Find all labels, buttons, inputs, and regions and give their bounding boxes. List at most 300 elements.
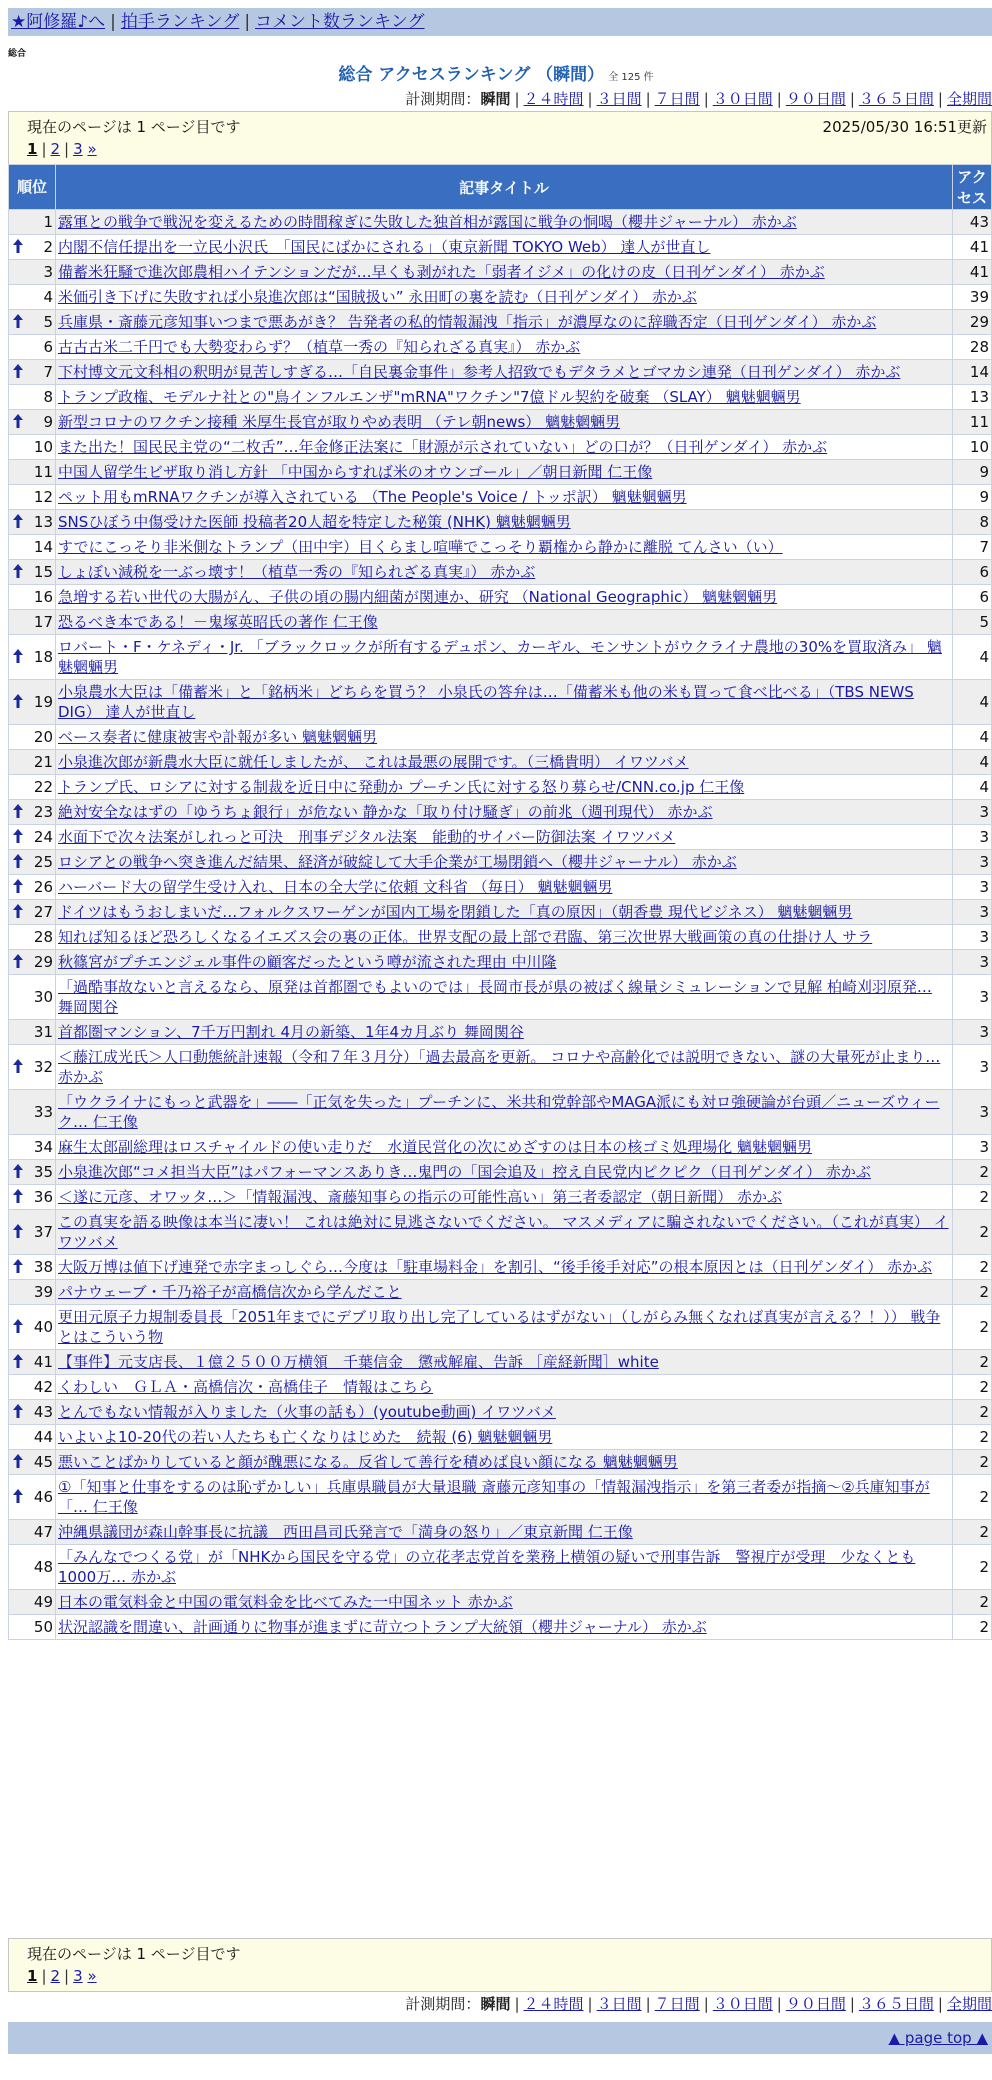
access-count: 4 [953,635,992,680]
title-cell [56,560,953,585]
table-row [9,975,992,1020]
article-link[interactable]: 急増する若い世代の大腸がん、子供の頃の腸内細菌が関連か、研究 （National Geographic） 魑魅魍魎男 [58,588,778,606]
nav-home-link[interactable]: ★阿修羅♪へ [11,12,106,32]
period-selector-bottom [405,1993,992,2014]
title-cell [56,235,953,260]
access-count: 2 [953,1400,992,1425]
title-cell [56,360,953,385]
article-link[interactable]: 米価引き下げに失敗すれば小泉進次郎は“国賊扱い” 永田町の裏を読む（日刊ゲンダイ） 赤かぶ [58,288,697,306]
access-count: 4 [953,680,992,725]
article-link[interactable]: トランプ氏、ロシアに対する制裁を近日中に発動か プーチン氏に対する怒り募らせ/CNN.co.jp 仁王像 [58,778,745,796]
bottom-bar [8,2022,992,2054]
access-count: 2 [953,1590,992,1615]
rank-number: 39 [33,1283,53,1301]
rank-cell [9,1450,56,1475]
title-cell [56,1350,953,1375]
period-link[interactable]: ３６５日間 [858,90,934,108]
title-cell [56,1375,953,1400]
rank-number: 20 [33,728,53,746]
rank-number: 46 [33,1488,53,1506]
table-row [9,535,992,560]
article-link[interactable]: 「みんなでつくる党」が「NHKから国民を守る党」の立花孝志党首を業務上横領の疑いで刑事告訴 警視庁が受理 少なくとも1000万… 赤かぶ [58,1548,916,1586]
table-row [9,1185,992,1210]
access-count: 3 [953,925,992,950]
period-separator: | [645,90,651,108]
title-cell [56,725,953,750]
rank-cell [9,1400,56,1425]
table-row [9,850,992,875]
title-cell [56,1210,953,1255]
article-link[interactable]: 「過酷事故ないと言えるなら、原発は首都圏でもよいのでは」長岡市長が県の被ばく線量シミュレーションで見解 柏崎刈羽原発… 舞岡関谷 [58,978,932,1016]
rank-cell [9,1305,56,1350]
table-row [9,510,992,535]
access-count: 2 [953,1450,992,1475]
period-link[interactable]: ３０日間 [712,90,773,108]
access-count: 3 [953,825,992,850]
access-count: 2 [953,1520,992,1545]
rank-cell [9,210,56,235]
rank-number: 27 [33,903,53,921]
table-row [9,460,992,485]
rank-cell [9,1255,56,1280]
period-link[interactable]: ２４時間 [523,1995,584,2013]
article-link[interactable]: 悪いことばかりしていると顔が醜悪になる。反省して善行を積めば良い顔になる 魑魅魍魎男 [58,1453,678,1471]
period-separator: | [645,1995,651,2013]
article-link[interactable]: トランプ政権、モデルナ社との"鳥インフルエンザ"mRNA"ワクチン"7億ドル契約を破棄 （SLAY） 魑魅魍魎男 [58,388,801,406]
article-link[interactable]: 秋篠宮がプチエンジェル事件の顧客だったという噂が流された理由 中川隆 [58,953,557,971]
article-link[interactable]: 恐るべき本である！－鬼塚英昭氏の著作 仁王像 [58,613,378,631]
table-row [9,680,992,725]
access-count: 28 [953,335,992,360]
article-link[interactable]: 小泉農水大臣は「備蓄米」と「銘柄米」どちらを買う？ 小泉氏の答弁は…「備蓄米も他の米も買って食べ比べる」（TBS NEWS DIG） 達人が世直し [58,683,914,721]
access-count: 2 [953,1185,992,1210]
rank-cell [9,1280,56,1305]
rank-number: 37 [33,1223,53,1241]
rank-number: 23 [33,803,53,821]
article-link[interactable]: 麻生太郎副総理はロスチャイルドの使い走りだ 水道民営化の次にめざすのは日本の核ゴミ処理場化 魑魅魍魎男 [58,1138,813,1156]
article-link[interactable]: 備蓄米狂騒で進次郎農相ハイテンションだが…早くも剥がれた「弱者イジメ」の化けの皮（日刊ゲンダイ） 赤かぶ [58,263,825,281]
article-link[interactable]: 首都圏マンション、7千万円割れ 4月の新築、1年4カ月ぶり 舞岡関谷 [58,1023,524,1041]
rank-number: 12 [33,488,53,506]
article-link[interactable]: 【事件】元支店長、１億２５００万横領 千葉信金 懲戒解雇、告訴 ［産経新聞］white [58,1353,659,1371]
page-link[interactable]: 2 [50,140,61,158]
article-link[interactable]: 露軍との戦争で戦況を変えるための時間稼ぎに失敗した独首相が露国に戦争の恫喝（櫻井ジャーナル） 赤かぶ [58,213,797,231]
rank-number: 36 [33,1188,53,1206]
article-link[interactable]: 小泉進次郎“コメ担当大臣”はパフォーマンスありき…鬼門の「国会追及」控え自民党内ピクピク（日刊ゲンダイ） 赤かぶ [58,1163,871,1181]
rank-cell [9,1160,56,1185]
article-link[interactable]: 古古古米二千円でも大勢変わらず？（植草一秀の『知られざる真実』） 赤かぶ [58,338,581,356]
rank-cell [9,485,56,510]
table-row [9,235,992,260]
access-count: 10 [953,435,992,460]
article-link[interactable]: 中国人留学生ビザ取り消し方針 「中国からすれば米のオウンゴール」／朝日新聞 仁王像 [58,463,653,481]
article-link[interactable]: 日本の電気料金と中国の電気料金を比べてみた一中国ネット 赤かぶ [58,1593,513,1611]
period-label: 計測期間： [405,90,481,108]
rank-number: 29 [33,953,53,971]
article-link[interactable]: 絶対安全なはずの「ゆうちょ銀行」が危ない 静かな「取り付け騒ぎ」の前兆（週刊現代） 赤かぶ [58,803,713,821]
title-cell [56,1520,953,1545]
access-count: 41 [953,260,992,285]
rank-cell [9,335,56,360]
rank-number: 16 [33,588,53,606]
table-row [9,950,992,975]
rank-cell [9,1375,56,1400]
table-row [9,1400,992,1425]
rank-cell [9,1185,56,1210]
period-label: 計測期間： [405,1995,481,2013]
access-count: 3 [953,850,992,875]
title-cell [56,1305,953,1350]
access-count: 3 [953,1090,992,1135]
title-cell [56,460,953,485]
table-row [9,610,992,635]
table-row [9,1475,992,1520]
rank-cell [9,435,56,460]
title-cell [56,1045,953,1090]
title-cell [56,1590,953,1615]
period-link[interactable]: ９０日間 [785,90,846,108]
table-row [9,560,992,585]
rank-number: 1 [43,213,53,231]
rank-number: 6 [43,338,53,356]
article-link[interactable]: 水面下で次々法案がしれっと可決 刑事デジタル法案 能動的サイバー防御法案 イワツバメ [58,828,676,846]
pager [27,140,97,158]
table-row [9,485,992,510]
access-count: 6 [953,585,992,610]
article-link[interactable]: 下村博文元文科相の釈明が見苦しすぎる…「自民裏金事件」参考人招致でもデタラメとゴマカシ連発（日刊ゲンダイ） 赤かぶ [58,363,901,381]
title-cell [56,1400,953,1425]
article-link[interactable]: 状況認識を間違い、計画通りに物事が進まずに苛立つトランプ大統領（櫻井ジャーナル） 赤かぶ [58,1618,707,1636]
current-page-number: 1 [27,140,38,158]
period-separator: | [587,1995,593,2013]
period-selector-top [405,88,992,109]
period-separator: | [587,90,593,108]
rank-cell [9,1350,56,1375]
period-separator: | [937,90,943,108]
article-link[interactable]: 内閣不信任提出を一立民小沢氏 「国民にばかにされる」（東京新聞 TOKYO Web） 達人が世直し [58,238,711,256]
title-cell [56,825,953,850]
article-link[interactable]: とんでもない情報が入りました（火事の話も）(youtube動画) イワツバメ [58,1403,556,1421]
rank-number: 14 [33,538,53,556]
title-cell [56,210,953,235]
table-row [9,1615,992,1640]
article-link[interactable]: 新型コロナのワクチン接種 米厚生長官が取りやめ表明 （テレ朝news） 魑魅魍魎男 [58,413,621,431]
period-link[interactable]: ７日間 [654,1995,700,2013]
rank-cell [9,925,56,950]
rank-number: 24 [33,828,53,846]
updated-timestamp: 2025/05/30 16:51更新 [822,118,987,136]
title-cell [56,610,953,635]
table-row [9,310,992,335]
access-count: 3 [953,800,992,825]
rank-cell [9,1615,56,1640]
rank-cell [9,825,56,850]
title-cell [56,1020,953,1045]
table-row [9,825,992,850]
rank-number: 17 [33,613,53,631]
access-count: 2 [953,1210,992,1255]
article-link[interactable]: また出た！国民民主党の“二枚舌”…年金修正法案に「財源が示されていない」どの口が？（日刊ゲンダイ） 赤かぶ [58,438,828,456]
article-link[interactable]: SNSひぼう中傷受けた医師 投稿者20人超を特定した秘策 (NHK) 魑魅魍魎男 [58,513,571,531]
current-page-number: 1 [27,1967,38,1985]
table-row [9,385,992,410]
rank-cell [9,635,56,680]
article-link[interactable]: ドイツはもうおしまいだ…フォルクスワーゲンが国内工場を閉鎖した「真の原因」（朝香豊 現代ビジネス） 魑魅魍魎男 [58,903,853,921]
period-link[interactable]: ３日間 [596,1995,642,2013]
page-top-link[interactable]: ▲ page top ▲ [888,2029,988,2047]
title-cell [56,1280,953,1305]
rank-number: 40 [33,1318,53,1336]
rank-cell [9,1520,56,1545]
rank-number: 7 [43,363,53,381]
pager-separator: | [64,1967,70,1985]
rank-number: 2 [43,238,53,256]
period-separator: | [776,90,782,108]
article-link[interactable]: 沖縄県議団が森山幹事長に抗議 西田昌司氏発言で「満身の怒り」／東京新聞 仁王像 [58,1523,633,1541]
article-link[interactable]: いよいよ10-20代の若い人たちも亡くなりはじめた 続報 (6) 魑魅魍魎男 [58,1428,553,1446]
table-row [9,1545,992,1590]
article-link[interactable]: ロバート・F・ケネディ・Jr. 「ブラックロックが所有するデュポン、カーギル、モンサントがウクライナ農地の30%を買取済み」 魑魅魍魎男 [58,638,942,676]
table-row [9,1590,992,1615]
period-link[interactable]: ７日間 [654,90,700,108]
table-row [9,360,992,385]
access-count: 2 [953,1615,992,1640]
access-count: 3 [953,1135,992,1160]
title-cell [56,800,953,825]
nav-comment-ranking-link[interactable]: コメント数ランキング [255,12,425,32]
rank-number: 10 [33,438,53,456]
rank-number: 31 [33,1023,53,1041]
rank-number: 15 [33,563,53,581]
access-count: 8 [953,510,992,535]
rank-number: 41 [33,1353,53,1371]
title-cell [56,585,953,610]
rank-cell [9,775,56,800]
pager-separator: | [41,1967,47,1985]
pagination-box-bottom [8,1938,992,1992]
access-count: 3 [953,975,992,1020]
rank-cell [9,260,56,285]
title-cell [56,485,953,510]
page-title: 総合 アクセスランキング （瞬間） [338,65,605,85]
table-row [9,1305,992,1350]
rank-number: 26 [33,878,53,896]
rank-cell [9,310,56,335]
article-link[interactable]: 知れば知るほど恐ろしくなるイエズス会の裏の正体。世界支配の最上部で君臨、第三次世界大戦画策の真の仕掛け人 サラ [58,928,873,946]
period-link[interactable]: ３６５日間 [858,1995,934,2013]
nav-separator: | [110,12,116,32]
rank-cell [9,900,56,925]
period-link[interactable]: ２４時間 [523,90,584,108]
period-link[interactable]: ９０日間 [785,1995,846,2013]
total-count: 全 125 件 [608,72,654,83]
rank-cell [9,1090,56,1135]
category-label: 総合 [8,49,27,59]
article-link[interactable]: すでにこっそり非米側なトランプ（田中宇）目くらまし喧嘩でこっそり覇権から静かに離脱 てんさい（い） [58,538,783,556]
page-info-text: 現在のページは 1 ページ目です [27,118,241,136]
table-row [9,1160,992,1185]
title-cell [56,925,953,950]
article-link[interactable]: ＜遂に元彦、オワッタ…＞「情報漏洩、斎藤知事らの指示の可能性高い」第三者委認定（朝日新聞） 赤かぶ [58,1188,783,1206]
article-link[interactable]: ハーバード大の留学生受け入れ、日本の全大学に依頼 文科省 （毎日） 魑魅魍魎男 [58,878,613,896]
access-count: 2 [953,1475,992,1520]
title-cell [56,850,953,875]
ranking-table [8,164,992,1640]
rank-cell [9,385,56,410]
period-separator: | [514,1995,520,2013]
title-cell [56,285,953,310]
article-link[interactable]: ベース奏者に健康被害や訃報が多い 魑魅魍魎男 [58,728,378,746]
period-link[interactable]: 全期間 [946,90,992,108]
article-link[interactable]: この真実を語る映像は本当に凄い！ これは絶対に見逃さないでください。 マスメディアに騙されないでください。（これが真実） イワツバメ [58,1213,949,1251]
next-page-link[interactable]: » [87,140,97,158]
rank-cell [9,235,56,260]
access-count: 6 [953,560,992,585]
rank-cell [9,800,56,825]
article-link[interactable]: ①「知事と仕事をするのは恥ずかしい」兵庫県職員が大量退職 斎藤元彦知事の「情報漏洩指示」を第三者委が指摘～②兵庫知事が「… 仁王像 [58,1478,930,1516]
page-link[interactable]: 3 [73,1967,83,1985]
rank-cell [9,510,56,535]
table-row [9,260,992,285]
title-cell [56,1185,953,1210]
title-cell [56,1135,953,1160]
article-link[interactable]: ペット用もmRNAワクチンが導入されている （The People's Voice / トッポ訳） 魑魅魍魎男 [58,488,687,506]
rank-cell [9,535,56,560]
rank-cell [9,610,56,635]
top-nav-bar [8,8,992,36]
title-cell [56,1545,953,1590]
table-row [9,1425,992,1450]
article-link[interactable]: しょぼい減税を一ぶっ壊す！（植草一秀の『知られざる真実』） 赤かぶ [58,563,536,581]
page-link[interactable]: 2 [50,1967,61,1985]
rank-number: 11 [33,463,53,481]
table-row [9,210,992,235]
table-row [9,1090,992,1135]
table-row [9,1520,992,1545]
rank-cell [9,1210,56,1255]
title-cell [56,680,953,725]
article-link[interactable]: 「ウクライナにもっと武器を」――「正気を失った」プーチンに、米共和党幹部やMAGA派にも対ロ強硬論が台頭／ニューズウィーク… 仁王像 [58,1093,940,1131]
rank-number: 5 [43,313,53,331]
title-cell [56,875,953,900]
table-row [9,725,992,750]
rank-header: 順位 [9,165,56,210]
title-cell [56,1090,953,1135]
table-row [9,410,992,435]
rank-number: 38 [33,1258,53,1276]
access-count: 4 [953,725,992,750]
table-row [9,925,992,950]
rank-number: 33 [33,1103,53,1121]
rank-number: 50 [33,1618,53,1636]
rank-number: 9 [43,413,53,431]
article-link[interactable]: ロシアとの戦争へ突き進んだ結果、経済が破綻して大手企業が工場閉鎖へ（櫻井ジャーナル） 赤かぶ [58,853,737,871]
rank-cell [9,975,56,1020]
title-cell [56,410,953,435]
article-link[interactable]: 兵庫県・斎藤元彦知事いつまで悪あがき？ 告発者の私的情報漏洩「指示」が濃厚なのに辞職否定（日刊ゲンダイ） 赤かぶ [58,313,877,331]
article-link[interactable]: 更田元原子力規制委員長「2051年までにデブリ取り出し完了しているはずがない」（しがらみ無くなれば真実が言える？！）） 戦争とはこういう物 [58,1308,941,1346]
period-separator: | [703,1995,709,2013]
title-cell [56,975,953,1020]
rank-cell [9,750,56,775]
access-count: 29 [953,310,992,335]
access-header: アクセス [953,165,992,210]
rank-cell [9,585,56,610]
rank-number: 3 [43,263,53,281]
next-page-link[interactable]: » [87,1967,97,1985]
access-count: 2 [953,1160,992,1185]
rank-number: 22 [33,778,53,796]
article-link[interactable]: 大阪万博は値下げ連発で赤字まっしぐら…今度は「駐車場料金」を割引、“後手後手対応”の根本原因とは（日刊ゲンダイ） 赤かぶ [58,1258,933,1276]
access-count: 13 [953,385,992,410]
table-row [9,1020,992,1045]
rank-number: 49 [33,1593,53,1611]
title-cell [56,510,953,535]
period-link[interactable]: 全期間 [946,1995,992,2013]
access-count: 9 [953,460,992,485]
table-row [9,635,992,680]
table-row [9,1450,992,1475]
rank-cell [9,950,56,975]
article-link[interactable]: ＜藤江成光氏＞人口動態統計速報（令和７年３月分）「過去最高を更新。 コロナや高齢化では説明できない、謎の大量死が止まり… 赤かぶ [58,1048,941,1086]
period-link[interactable]: ３０日間 [712,1995,773,2013]
rank-cell [9,850,56,875]
rank-number: 25 [33,853,53,871]
rank-number: 18 [33,648,53,666]
table-row [9,900,992,925]
table-row [9,750,992,775]
article-link[interactable]: 小泉進次郎が新農水大臣に就任しましたが、 これは最悪の展開です。（三橋貴明） イワツバメ [58,753,689,771]
title-cell [56,950,953,975]
access-count: 41 [953,235,992,260]
access-count: 7 [953,535,992,560]
page-info-text: 現在のページは 1 ページ目です [27,1945,241,1963]
article-link[interactable]: パナウェーブ・千乃裕子が高橋信次から学んだこと [58,1283,402,1301]
rank-cell [9,285,56,310]
title-cell [56,1425,953,1450]
table-row [9,875,992,900]
table-row [9,585,992,610]
period-separator: | [776,1995,782,2013]
article-link[interactable]: くわしい ＧＬＡ・高橋信次・高橋佳子 情報はこちら [58,1378,434,1396]
access-count: 3 [953,1020,992,1045]
rank-cell [9,460,56,485]
table-row [9,775,992,800]
nav-applause-ranking-link[interactable]: 拍手ランキング [120,12,240,32]
rank-cell [9,875,56,900]
table-row [9,800,992,825]
rank-cell [9,1425,56,1450]
table-row [9,1135,992,1160]
access-count: 2 [953,1255,992,1280]
access-count: 2 [953,1280,992,1305]
rank-number: 35 [33,1163,53,1181]
rank-cell [9,1475,56,1520]
rank-number: 44 [33,1428,53,1446]
title-cell [56,1475,953,1520]
rank-number: 28 [33,928,53,946]
table-row [9,1045,992,1090]
pager [27,1967,97,1985]
title-header: 記事タイトル [56,165,953,210]
period-separator: | [849,1995,855,2013]
title-cell [56,1615,953,1640]
access-count: 3 [953,875,992,900]
title-cell [56,1450,953,1475]
period-link[interactable]: ３日間 [596,90,642,108]
page-link[interactable]: 3 [73,140,83,158]
rank-number: 32 [33,1058,53,1076]
